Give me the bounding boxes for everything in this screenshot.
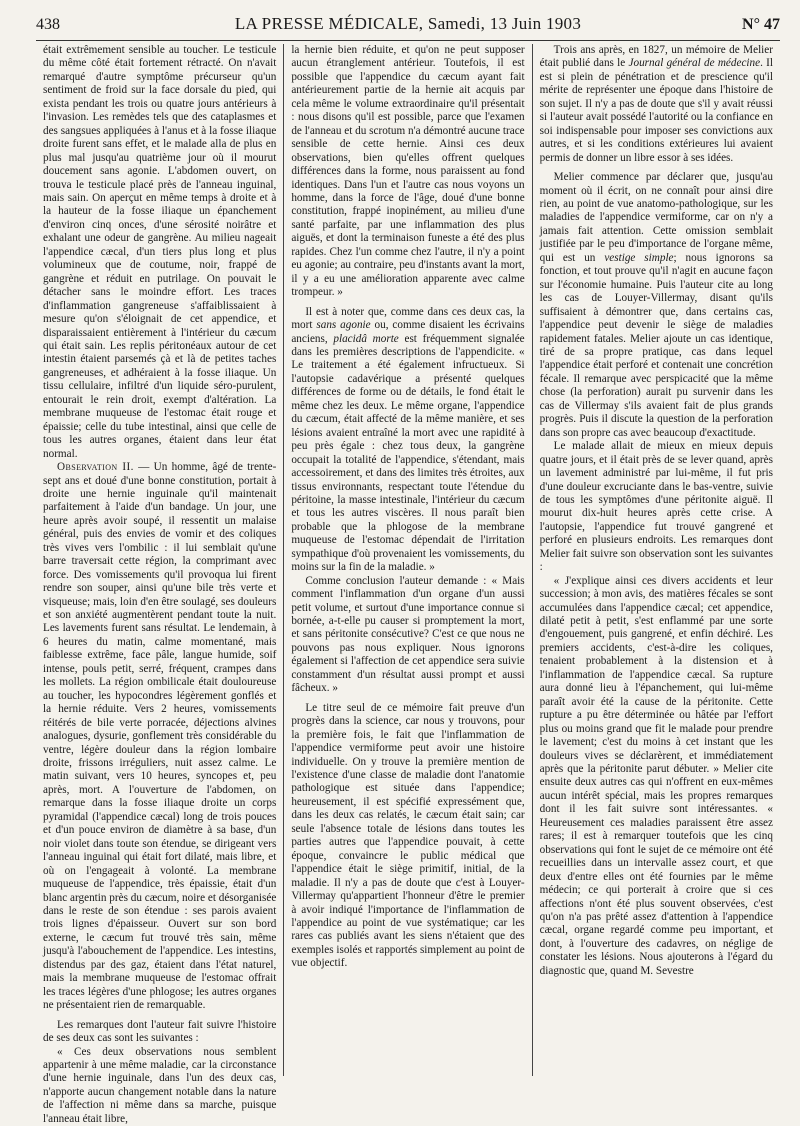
column-1 bbox=[36, 44, 283, 1125]
text-run: est fréquemment signalée dans les premières descriptions de l'appendicite. « Le traitement a été également infructueux. Si l'autopsie cadavérique a présenté quelques différences de forme ou de détails, le fond était le même chez les deux. Le même organe, l'appendice du cæcum, était affecté de la même manière, et ses lésions avaient entraîné la mort avec une rapidité à peu près égale : chez tous deux, la gangrène occupait la totalité de l'appendice, s'étendant, mais accessoirement, et dans des limites très étroites, aux tissus environnants, respectant toute l'étendue du péritoine, la masse intestinale, l'intérieur du cæcum et tous les autres viscères. Il nous paraît bien probable que la phlogose de la membrane muqueuse de l'estomac dépendait de l'irritation sympathique d'où provenaient les vomissements, du moins sur la fin de la maladie. » bbox=[291, 332, 525, 574]
article-columns bbox=[36, 44, 780, 1125]
italic-text: sans agonie bbox=[316, 319, 371, 332]
observation-paragraph bbox=[43, 461, 276, 1013]
text-run: ou, comme disaient les écrivains anciens, bbox=[291, 319, 525, 345]
page-number: 438 bbox=[36, 16, 60, 33]
italic-text: placidâ morte bbox=[333, 332, 399, 345]
paragraph: était extrêmement sensible au toucher. Le testicule du même côté était fortement rétracté. On n'avait remarqué d'autre symptôme précurseur qu'un sentiment de froid sur la face dorsale du pied, qui exista pendant les trois ou quatre jours antérieurs à l'invasion. Les remèdes tels que des cataplasmes et des sangsues appliquées à l'anus et à la fosse iliaque droite furent sans effet, et le malade alla de plus en plus mal jusqu'au quatrième jour où il mourut doucement sans agonie. L'abdomen ouvert, on trouva le testicule placé près de l'anneau inguinal, mais sain. On aperçut en même temps à droite et à la hauteur de la fosse iliaque un épanchement d'environ cinq onces, d'une sérosité noirâtre et exhalant une odeur de gangrène. Au milieu nageait l'appendice cæcal, d'un tiers plus long et plus volumineux que de coutume, noir, frappé de gangrène et réduit en putrilage. On pouvait le détacher sans le moindre effort. Les traces d'inflammation gangreneuse s'affaiblissaient à mesure qu'on s'éloignait de cet appendice, et disparaissaient entièrement à l'intérieur du cæcum qui était sain. Les replis péritonéaux autour de cet intestin étaient parsemés çà et là de petites taches gangreneuses, et adhéraient à la fosse iliaque. Un tissu cellulaire, infiltré d'un liquide séro-purulent, entourait le rein droit, exempt d'altération. La membrane muqueuse de l'estomac était rouge et épaissie; celle du tube intestinal, ainsi que celle de tous les autres organes, étaient dans leur état normal. bbox=[43, 44, 277, 460]
column-2 bbox=[283, 44, 531, 1076]
text-run: Trois ans après, en 1827, un mémoire de Melier était publié dans le bbox=[539, 44, 773, 70]
quote-paragraph: « Ces deux observations nous semblent appartenir à une même maladie, car la circonstance d'une hernie inguinale, dans l'un des deux cas, n'apporte aucun changement notable dans la nature de l'affection ni même dans sa marche, puisque l'anneau était libre, bbox=[43, 1045, 277, 1125]
observation-label: Observation II. bbox=[57, 461, 134, 474]
text-run: ; nous ignorons sa fonction, et tout prouve qu'il n'agit en aucune façon sur l'économie humaine. Puis l'auteur cite au long les cas de Louyer-Villermay, disant qu'ils suffisaient à démontrer que, dans certains cas, l'appendice peut devenir le siège de maladies rapidement fatales. Melier ajoute un cas identique, tiré de sa propre pratique, cas dans lequel l'appendice était perforé et contenait une concrétion fécale. Il remarque avec perspicacité que la même chose (la perforation) aurait pu survenir dans les cas de Villermay s'ils avaient fait de plus grands progrès. Puis il discute la question de la perforation dans son propre cas avec beaucoup d'exactitude. bbox=[539, 251, 773, 439]
paragraph: Les remarques dont l'auteur fait suivre l'histoire de ses deux cas sont les suivantes : bbox=[43, 1018, 277, 1045]
text-run: Melier commence par déclarer que, jusqu'au moment où il écrit, on ne connaît pour ainsi dire rien, au point de vue anatomo-pathologique, sur les maladies de l'appendice vermiforme, car on n'y a jamais fait attention. Cette omission semblait justifiée par le peu d'importance de l'organe même, qui est un bbox=[539, 171, 773, 264]
paragraph bbox=[540, 171, 773, 440]
paragraph bbox=[291, 306, 524, 575]
paragraph: Le malade allait de mieux en mieux depuis quatre jours, et il était près de se lever quand, après un lavement administré par lui-même, il fut pris d'une douleur excruciante dans le bas-ventre, suivie de tous les symptômes d'une péritonite aiguë. Il mourut dix-huit heures après cette crise. A l'autopsie, l'appendice fut trouvé gangrené et perforé en plusieurs endroits. Les remarques dont Melier fait suivre son observation sont les suivantes : bbox=[539, 440, 773, 574]
running-title: LA PRESSE MÉDICALE, Samedi, 13 Juin 1903 bbox=[234, 14, 582, 33]
column-3 bbox=[532, 44, 780, 1076]
page-header bbox=[36, 14, 780, 41]
paragraph: Le titre seul de ce mémoire fait preuve d'un progrès dans la science, car nous y trouvons, pour la première fois, le fait que l'inflammation de l'appendice vermiforme peut avoir une histoire individuelle. On y trouve la première mention de l'existence d'une classe de maladie dont l'anatomie pathologique est située dans l'appendice; heureusement, il est spécifié expressément que, dans les deux cas relatés, le cæcum était sain; car seule l'absence totale de lésions dans toutes les parties autres que l'appendice pouvait, à cette époque, convaincre le public médical que l'appendice était le siège primitif, initial, de la maladie. Il n'y a pas de doute que c'est à Louyer-Villermay qu'appartient l'honneur d'être le premier à avoir indiqué l'importance de l'inflammation de l'appendice au point de vue systématique; car les rares cas publiés avant les siens n'étaient que des exemples isolés et rapportés simplement au point de vue objectif. bbox=[291, 701, 525, 970]
journal-title: Journal général de médecine bbox=[628, 57, 761, 70]
text-run: Il est à noter que, comme dans ces deux cas, la mort bbox=[291, 305, 525, 332]
text-run: . Il est si plein de pénétration et de prescience qu'il mérite de représenter une époque dans l'histoire de son sujet. Il n'y a pas de doute que s'il y avait réussi si l'auteur avait possédé l'autorité ou la confiance en soi indispensable pour imposer ses convictions aux autres, et si les conditions extérieures lui avaient permis de donner un libre essor à ses idées. bbox=[539, 57, 773, 164]
paragraph bbox=[540, 44, 773, 165]
paragraph: Comme conclusion l'auteur demande : « Mais comment l'inflammation d'un organe d'un aussi petit volume, et surtout d'une importance connue si bornée, a-t-elle pu causer si promptement la mort, et sans péritonite consécutive? C'est ce que nous ne pouvons pas nous expliquer. Nous ignorons également si l'affection de cet appendice sera suivie constamment d'un résultat aussi prompt et aussi fâcheux. » bbox=[291, 574, 525, 695]
italic-text: vestige simple bbox=[604, 251, 674, 264]
quote-paragraph: « J'explique ainsi ces divers accidents et leur succession; à mon avis, des matières fécales se sont accumulées dans l'appendice cæcal; cet appendice, dilaté petit à petit, s'est enflammé par une sorte d'engouement, puis gangrené, et enfin déchiré. Les premiers accidents, c'est-à-dire les coliques, tenaient probablement à la distension et à l'inflammation de l'appendice cæcal. Sa rupture aura donné lieu à l'épanchement, qui lui-même paraît avoir été la cause de la péritonite. Cette rupture a pu être déterminée ou hâtée par l'effort plus ou moins grand que fit le malade pour prendre le lavement; c'est du moins à cet instant que les douleurs vives se déclarèrent, et immédiatement après que la péritonite parut débuter. » Melier cite ensuite deux autres cas qui n'offrent en eux-mêmes aucun intérêt spécial, mais les propres remarques dont il les fait suivre sont intéressantes. « Heureusement ces maladies paraissent être assez rares; il est à remarquer toutefois que les cinq observations qui font le sujet de ce mémoire ont été recueillies dans un intervalle assez court, et que deux d'entre elles ont été fournies par le même médecin; ce qui porterait à croire que si ces affections n'ont été plus souvent observées, c'est qu'on n'a pas prêté assez d'attention à l'appendice cæcal, organe regardé comme peu important, et dont, à l'ouverture des cadavres, on néglige de constater les lésions. Nous ajouterons à l'égard du diagnostic que, quand M. Sevestre bbox=[539, 574, 773, 977]
observation-text: — Un homme, âgé de trente-sept ans et doué d'une bonne constitution, portait à droite une hernie inguinale qu'il maintenait parfaitement à l'aide d'un bandage. Un jour, une heure après avoir soupé, il ressentit un malaise général, puis des envies de vomir et des coliques très vives vers l'ombilic : il lui semblait qu'une barre traversait cette région, la comprimant avec force. Des vomissements qu'il provoqua lui firent rendre son souper, ainsi qu'une bile très verte et visqueuse; mais, loin d'en être soulagé, ses douleurs et son anxiété augmentèrent pendant toute la nuit. Les lavements furent sans résultat. Le lendemain, à 6 heures du matin, calme momentané, mais faiblesse extrême, face pâle, langue humide, soif intense, pouls petit, serré, fréquent, crampes dans les mollets. La région ombilicale était douloureuse au toucher, les hypocondres légèrement gonflés et la hernie réduite. Vers 2 heures, vomissements réitérés de bile verte porracée, déjections alvines analogues, dysurie, gonflement très considérable du ventre, légère douleur dans la région lombaire droite, frissons irréguliers, nuit assez calme. Le matin suivant, vers 10 heures, syncopes et, peu après, mort. A l'ouverture de l'abdomen, on remarque dans la fosse iliaque droite un corps pyramidal (l'appendice cæcal) long de trois pouces et d'un pouce environ de diamètre à sa base, d'un noir violet dans toute son étendue, se dirigeant vers l'anneau inguinal qui était fort dilaté, mais libre, et où on l'engageait à volonté. La membrane muqueuse de l'appendice, très épaissie, était d'un blanc argentin près du cæcum, noire et désorganisée dans le reste de son étendue : ses parois avaient trois lignes d'épaisseur. Ouvert sur son bord externe, le cæcum fut trouvé très sain, même jusqu'à l'abouchement de l'appendice. Les intestins, distendus par des gaz, étaient dans l'état naturel, mais la membrane muqueuse de l'estomac offrait les traces légères d'une phlogose; les autres organes ne présentaient rien de remarquable. bbox=[43, 461, 277, 1012]
issue-number: N° 47 bbox=[742, 16, 780, 33]
paragraph: la hernie bien réduite, et qu'on ne peut supposer aucun étranglement antérieur. Toutefois, il est possible que l'appendice du cæcum ayant fait antérieurement partie de la hernie ait acquis par cela même le volume extraordinaire qu'il présentait : nous disons qu'il est possible, parce que l'examen de l'anneau et du scrotum n'a démontré aucune trace sensible de cette hernie. Ainsi ces deux observations, bien qu'elles offrent quelques différences dans la forme, nous paraissent au fond identiques. Dans l'un et l'autre cas nous voyons un homme, dans la force de l'âge, doué d'une bonne constitution, frappé inopinément, au milieu d'une santé parfaite, par une inflammation des plus aiguës, et dont la terminaison funeste a été des plus rapides. Chez l'un comme chez l'autre, il n'y a point eu agonie; au contraire, peu d'instants avant la mort, il y a eu une amélioration apparente avec calme trompeur. » bbox=[291, 44, 525, 299]
